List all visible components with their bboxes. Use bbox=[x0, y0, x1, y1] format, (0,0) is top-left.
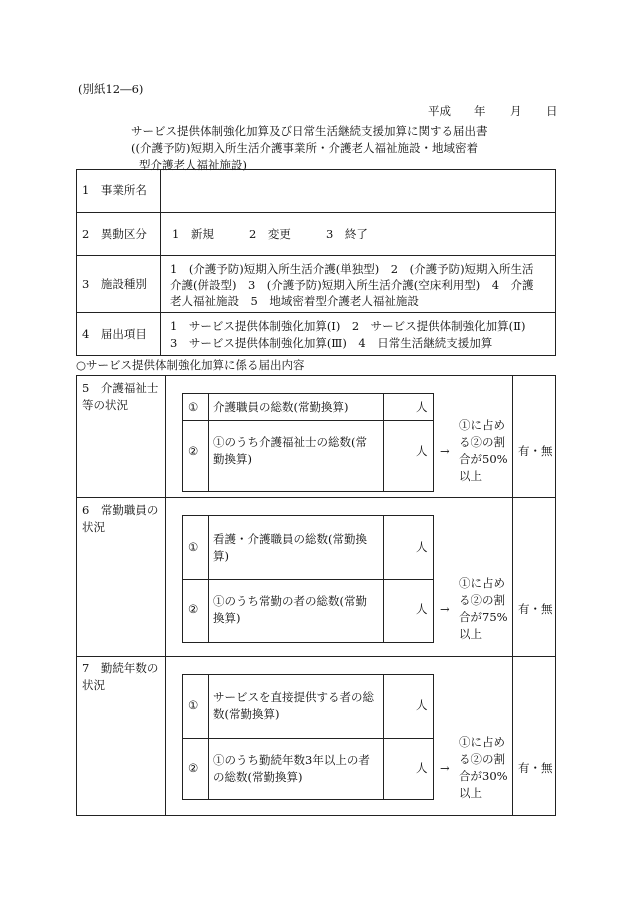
row-divider bbox=[76, 312, 556, 313]
yes-no-choice[interactable]: 有・無 bbox=[518, 444, 553, 458]
item-1-unit[interactable]: 人 bbox=[416, 540, 428, 554]
section-divider bbox=[76, 656, 556, 657]
item-1-text: サービスを直接提供する者の総 数(常勤換算) bbox=[213, 690, 374, 721]
arrow-icon: → bbox=[440, 761, 450, 775]
facility-type-label: 3 施設種別 bbox=[82, 277, 147, 291]
date-year: 年 bbox=[474, 104, 486, 118]
section-label: 6 常勤職員の 状況 bbox=[82, 503, 159, 534]
arrow-icon: → bbox=[440, 602, 450, 616]
col-divider bbox=[208, 674, 209, 800]
item-1-number: ① bbox=[188, 540, 199, 554]
item-2-text: ①のうち常勤の者の総数(常勤 換算) bbox=[213, 594, 367, 625]
change-type-label: 2 異動区分 bbox=[82, 227, 147, 241]
title-line-2: ((介護予防)短期入所生活介護事業所・介護老人福祉施設・地域密着 bbox=[131, 141, 478, 155]
facility-type-line-3: 老人福祉施設 5 地域密着型介護老人福祉施設 bbox=[170, 294, 419, 308]
section-label: 5 介護福祉士 等の状況 bbox=[82, 381, 159, 412]
option-new[interactable]: 1 新規 bbox=[172, 227, 214, 241]
section-divider bbox=[76, 497, 556, 498]
date-day: 日 bbox=[546, 104, 558, 118]
item-2-text: ①のうち介護福祉士の総数(常 勤換算) bbox=[213, 435, 367, 466]
facility-type-line-2: 介護(併設型) 3 (介護予防)短期入所生活介護(空床利用型) 4 介護 bbox=[170, 278, 534, 292]
item-2-number: ② bbox=[188, 444, 199, 458]
item-1-unit[interactable]: 人 bbox=[416, 698, 428, 712]
item-1-text: 介護職員の総数(常勤換算) bbox=[213, 400, 349, 414]
item-1-number: ① bbox=[188, 698, 199, 712]
col-divider bbox=[383, 393, 384, 492]
yes-no-choice[interactable]: 有・無 bbox=[518, 761, 553, 775]
office-name-label: 1 事業所名 bbox=[82, 183, 147, 197]
date-era: 平成 bbox=[428, 104, 451, 118]
title-line-3: 型介護老人福祉施設) bbox=[139, 158, 247, 172]
item-divider bbox=[182, 420, 434, 421]
item-2-text: ①のうち勤続年数3年以上の者 の総数(常勤換算) bbox=[213, 753, 370, 784]
notification-items-label: 4 届出項目 bbox=[82, 327, 147, 341]
col-divider bbox=[383, 674, 384, 800]
notification-items-line-2: 3 サービス提供体制強化加算(Ⅲ) 4 日常生活継続支援加算 bbox=[170, 336, 493, 350]
form-number: (別紙12―6) bbox=[78, 82, 144, 96]
top-table-divider bbox=[160, 169, 161, 356]
ratio-condition: ①に占め る②の割 合が75% 以上 bbox=[459, 576, 508, 641]
title-line-1: サービス提供体制強化加算及び日常生活継続支援加算に関する届出書 bbox=[131, 124, 488, 138]
notification-items-line-1: 1 サービス提供体制強化加算(Ⅰ) 2 サービス提供体制強化加算(Ⅱ) bbox=[170, 319, 526, 333]
date-month: 月 bbox=[510, 104, 522, 118]
arrow-icon: → bbox=[440, 444, 450, 458]
section-label: 7 勤続年数の 状況 bbox=[82, 661, 159, 692]
item-2-number: ② bbox=[188, 602, 199, 616]
ratio-condition: ①に占め る②の割 合が30% 以上 bbox=[459, 735, 508, 800]
item-1-number: ① bbox=[188, 400, 199, 414]
detail-table-divider bbox=[165, 375, 166, 816]
facility-type-line-1: 1 (介護予防)短期入所生活介護(単独型) 2 (介護予防)短期入所生活 bbox=[170, 262, 534, 276]
ratio-condition: ①に占め る②の割 合が50% 以上 bbox=[459, 418, 508, 483]
item-2-unit[interactable]: 人 bbox=[416, 444, 428, 458]
option-change[interactable]: 2 変更 bbox=[249, 227, 291, 241]
row-divider bbox=[76, 212, 556, 213]
item-1-unit[interactable]: 人 bbox=[416, 400, 428, 414]
section-heading: ○サービス提供体制強化加算に係る届出内容 bbox=[76, 358, 305, 372]
yes-no-choice[interactable]: 有・無 bbox=[518, 602, 553, 616]
item-2-number: ② bbox=[188, 761, 199, 775]
row-divider bbox=[76, 255, 556, 256]
item-divider bbox=[182, 579, 434, 580]
option-end[interactable]: 3 終了 bbox=[326, 227, 368, 241]
item-1-text: 看護・介護職員の総数(常勤換 算) bbox=[213, 532, 367, 563]
item-2-unit[interactable]: 人 bbox=[416, 761, 428, 775]
col-divider bbox=[208, 393, 209, 492]
item-2-unit[interactable]: 人 bbox=[416, 602, 428, 616]
detail-table-divider bbox=[512, 375, 513, 816]
item-divider bbox=[182, 738, 434, 739]
